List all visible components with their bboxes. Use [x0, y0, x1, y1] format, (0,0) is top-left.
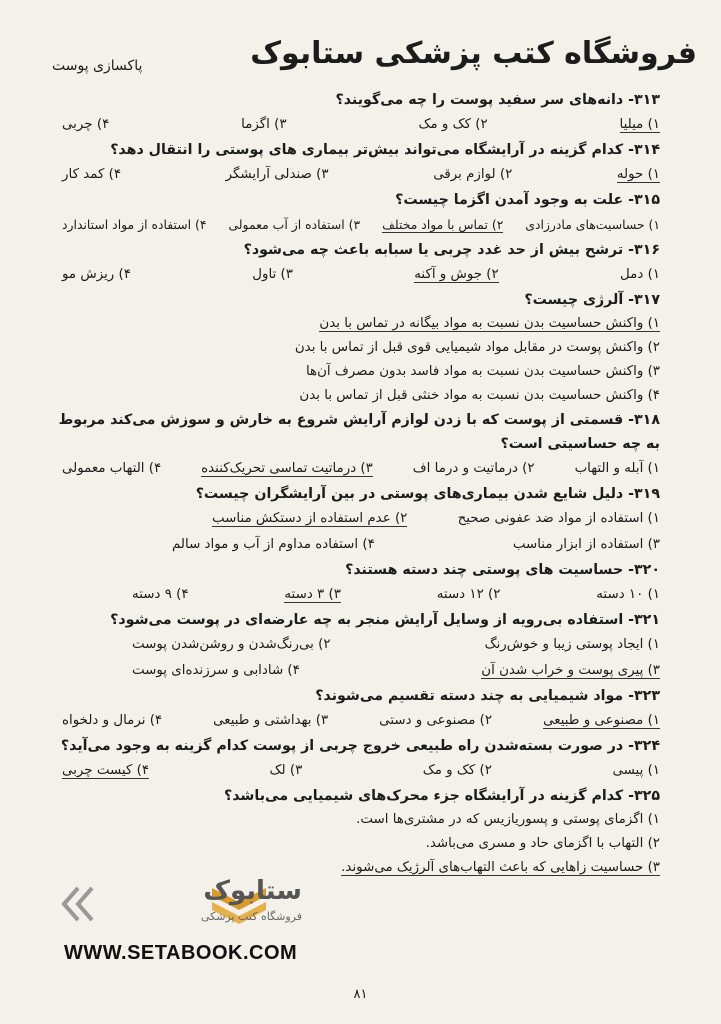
options-315	[54, 212, 660, 238]
option: ۲) بی‌رنگ‌شدن و روشن‌شدن پوست	[132, 637, 331, 652]
question-315: ۳۱۵- علت به وجود آمدن اگزما چیست؟	[395, 192, 660, 208]
options-323	[54, 708, 660, 734]
header-title: فروشگاه کتب پزشکی ستابوک	[250, 36, 697, 71]
question-314: ۳۱۴- کدام گزینه در آرایشگاه می‌تواند بیش‌تر بیماری های پوستی را انتقال دهد؟	[110, 142, 660, 158]
options-316	[54, 262, 660, 288]
option: ۴) کیست چربی	[62, 763, 150, 778]
option: ۳) بهداشتی و طبیعی	[213, 713, 329, 728]
question-320: ۳۲۰- حساسیت های پوستی چند دسته هستند؟	[345, 562, 660, 578]
option: ۳) استفاده از ابزار مناسب	[512, 537, 660, 552]
option: ۳) صندلی آرایشگر	[225, 167, 329, 182]
option: ۱) اگزمای پوستی و پسوریازیس که در مشتری‌ها است.	[356, 812, 660, 827]
watermark-url: WWW.SETABOOK.COM	[64, 942, 298, 964]
option: ۳) درماتیت تماسی تحریک‌کننده	[201, 461, 373, 476]
option: ۲) ۱۲ دسته	[436, 587, 501, 602]
options-314	[54, 162, 660, 188]
question-325: ۳۲۵- کدام گزینه در آرایشگاه جزء محرک‌های شیمیایی می‌باشد؟	[223, 788, 660, 804]
option: ۱) واکنش حساسیت بدن نسبت به مواد بیگانه در تماس با بدن	[319, 316, 660, 331]
options-313	[54, 112, 660, 138]
option: ۳) لک	[269, 763, 303, 778]
question-324: ۳۲۴- در صورت بسته‌شدن راه طبیعی خروج چربی از پوست کدام گزینه به وجود می‌آید؟	[60, 738, 660, 754]
option: ۴) شادابی و سرزنده‌ای پوست	[132, 663, 300, 678]
option: ۲) مصنوعی و دستی	[379, 713, 493, 728]
option: ۲) کک و مک	[422, 763, 492, 778]
question-316: ۳۱۶- ترشح بیش از حد غدد چربی یا سبابه باعث چه می‌شود؟	[243, 242, 660, 258]
option: ۴) واکنش حساسیت بدن نسبت به مواد خنثی قبل از تماس با بدن	[299, 388, 660, 403]
question-321: ۳۲۱- استفاده بی‌رویه از وسایل آرایش منجر به چه عارضه‌ای در پوست می‌شود؟	[110, 612, 660, 628]
option: ۳) حساسیت زاهایی که باعث التهاب‌های آلرژیک می‌شوند.	[341, 860, 660, 875]
question-317: ۳۱۷- آلرژی چیست؟	[524, 292, 660, 308]
questions-list	[54, 88, 660, 880]
option: ۲) عدم استفاده از دستکش مناسب	[212, 511, 408, 526]
options-321-a	[54, 632, 660, 658]
option: ۴) استفاده از مواد استاندارد	[62, 217, 207, 232]
option: ۴) استفاده مداوم از آب و مواد سالم	[172, 537, 375, 552]
option: ۳) اگزما	[241, 117, 287, 132]
options-319-b	[54, 532, 660, 558]
options-320	[54, 582, 660, 608]
option: ۲) التهاب با اگزمای حاد و مسری می‌باشد.	[425, 836, 660, 851]
double-chevron-icon	[58, 884, 98, 924]
options-318	[54, 456, 660, 482]
option: ۱) حساسیت‌های مادرزادی	[525, 217, 660, 232]
watermark-brand: ستابوک	[203, 876, 302, 906]
option: ۱) استفاده از مواد ضد عفونی صحیح	[457, 511, 660, 526]
option: ۱) مصنوعی و طبیعی	[543, 713, 660, 728]
setabook-logo	[58, 876, 308, 936]
option: ۳) واکنش حساسیت بدن نسبت به مواد فاسد بدون مصرف آن‌ها	[305, 364, 660, 379]
option: ۲) تماس با مواد مختلف	[382, 217, 504, 232]
question-323: ۳۲۳- مواد شیمیایی به چند دسته تقسیم می‌شوند؟	[315, 688, 660, 704]
option: ۱) میلیا	[619, 117, 660, 132]
option: ۲) کک و مک	[418, 117, 488, 132]
option: ۴) التهاب معمولی	[62, 461, 162, 476]
options-321-b	[54, 658, 660, 684]
watermark-subtitle: فروشگاه کتب پزشکی	[201, 910, 302, 923]
option: ۲) واکنش پوست در مقابل مواد شیمیایی قوی قبل از تماس با بدن	[294, 340, 660, 355]
option: ۴) چربی	[62, 117, 110, 132]
option: ۱) حوله	[616, 167, 660, 182]
options-324	[54, 758, 660, 784]
option: ۱) پیسی	[612, 763, 660, 778]
question-313: ۳۱۳- دانه‌های سر سفید پوست را چه می‌گویند؟	[335, 92, 660, 108]
page-number: ۸۱	[353, 987, 368, 1002]
option: ۴) ریزش مو	[62, 267, 131, 282]
option: ۲) لوازم برقی	[433, 167, 513, 182]
options-319-a	[54, 506, 660, 532]
option: ۲) جوش و آکنه	[414, 267, 499, 282]
setabook-watermark	[58, 876, 308, 976]
option: ۴) نرمال و دلخواه	[62, 713, 163, 728]
option: ۱) دمل	[620, 267, 660, 282]
option: ۱) ۱۰ دسته	[596, 587, 660, 602]
header-section: پاکسازی پوست	[52, 58, 143, 74]
option: ۱) ایجاد پوستی زیبا و خوش‌رنگ	[484, 637, 660, 652]
option: ۴) کمد کار	[62, 167, 122, 182]
option: ۳) ۳ دسته	[284, 587, 341, 602]
option: ۳) پیری پوست و خراب شدن آن	[481, 663, 660, 678]
option: ۱) آبله و التهاب	[574, 461, 660, 476]
question-319: ۳۱۹- دلیل شایع شدن بیماری‌های پوستی در بین آرایشگران چیست؟	[195, 486, 660, 502]
option: ۳) تاول	[252, 267, 293, 282]
option: ۴) ۹ دسته	[132, 587, 189, 602]
option: ۳) استفاده از آب معمولی	[228, 217, 361, 232]
option: ۲) درماتیت و درما اف	[412, 461, 535, 476]
question-318: ۳۱۸- قسمتی از پوست که با زدن لوازم آرایش شروع به خارش و سوزش می‌کند مربوط به چه حساسیتی است؟	[58, 412, 660, 452]
